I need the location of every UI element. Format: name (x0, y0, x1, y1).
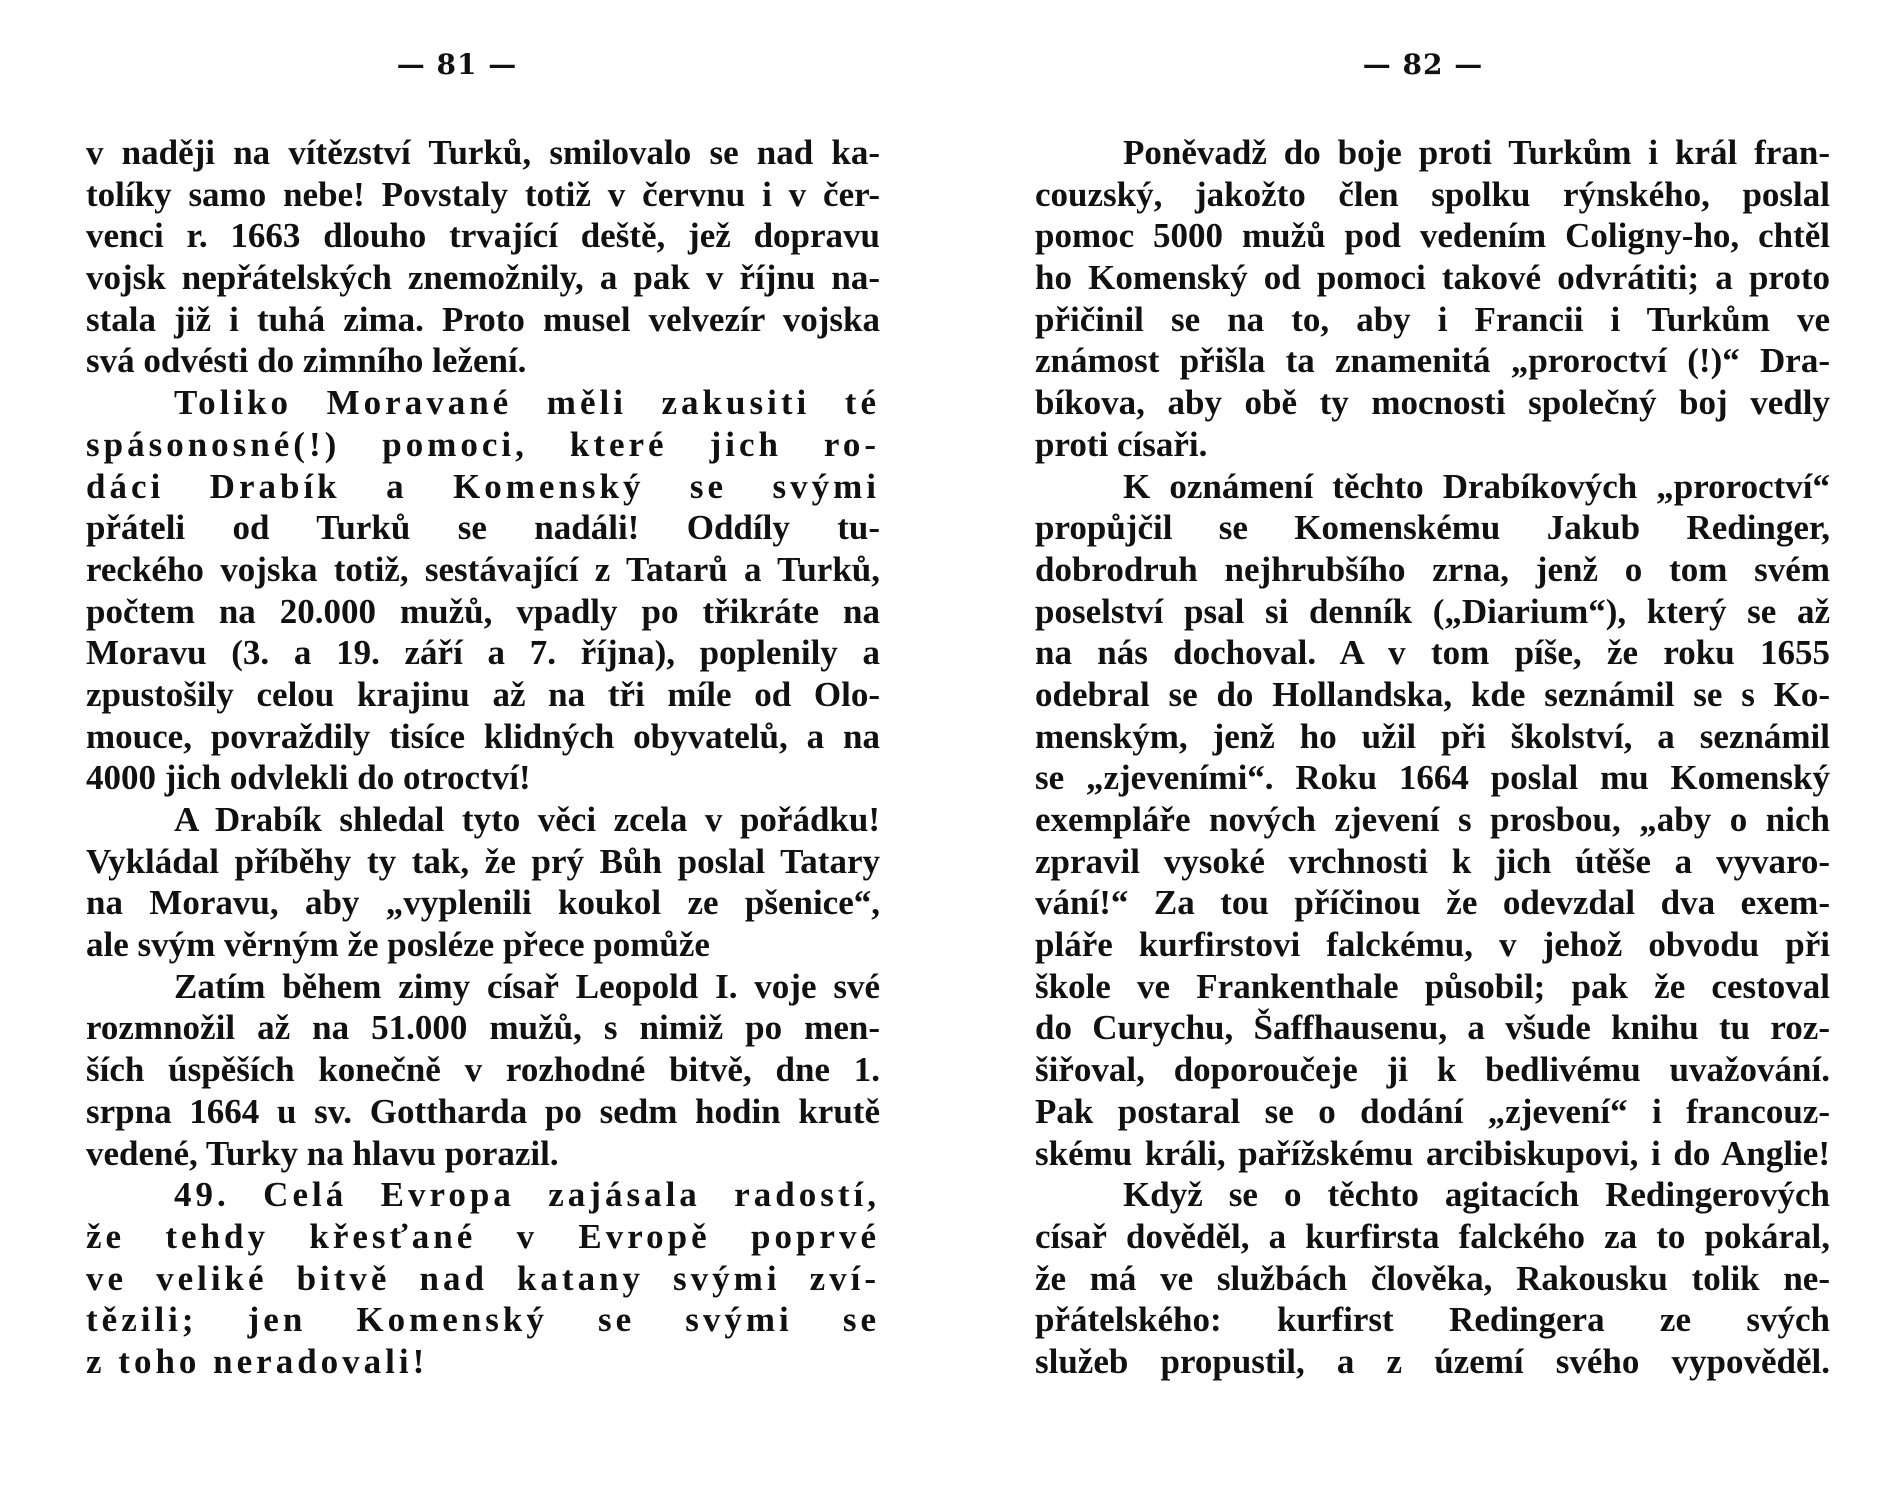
page-number: — 81 — (396, 48, 518, 81)
text-line: reckého vojska totiž, sestávající z Tatarů a Turků, (86, 549, 880, 589)
text-line: srpna 1664 u sv. Gottharda po sedm hodin krutě (86, 1091, 880, 1131)
text-line: 49. Celá Evropa zajásala radostí, (174, 1175, 880, 1215)
text-line: Poněvadž do boje proti Turkům i král fran- (1123, 133, 1830, 172)
text-line: tolíky samo nebe! Povstaly totiž v červnu i v čer- (86, 174, 880, 214)
text-line: dáci Drabík a Komenský se svými (86, 466, 880, 506)
text-line: v naději na vítězství Turků, smilovalo se nad ka- (86, 133, 880, 172)
text-line: spásonosné(!) pomoci, které jich ro- (86, 424, 880, 464)
text-line: šiřoval, doporoučeje ji k bedlivému uvažování. (1035, 1050, 1830, 1090)
text-line: Toliko Moravané měli zakusiti té (174, 383, 880, 423)
text-line: přáteli od Turků se nadáli! Oddíly tu- (86, 508, 880, 548)
text-line: že má ve službách člověka, Rakousku tolik ne- (1035, 1258, 1830, 1298)
text-line: menským, jenž ho užil při školství, a seznámil (1035, 716, 1830, 756)
text-line: stala již i tuhá zima. Proto musel velvezír vojska (86, 299, 880, 339)
text-line: přátelského: kurfirst Redingera ze svých (1035, 1300, 1830, 1340)
text-line: couzský, jakožto člen spolku rýnského, poslal (1035, 174, 1830, 214)
page-text (1035, 132, 1830, 1383)
text-line: ve veliké bitvě nad katany svými zví- (86, 1258, 880, 1298)
page-text (86, 132, 880, 1383)
text-line: počtem na 20.000 mužů, vpadly po třikráte na (86, 591, 880, 631)
text-line: venci r. 1663 dlouho trvající deště, jež dopravu (86, 216, 880, 256)
text-line: svá odvésti do zimního ležení. (86, 341, 527, 381)
text-line: pomoc 5000 mužů pod vedením Coligny-ho, chtěl (1035, 216, 1830, 256)
text-line: na Moravu, aby „vyplenili koukol ze pšenice“, (86, 883, 880, 923)
text-line: pláře kurfirstovi falckému, v jehož obvodu při (1035, 925, 1830, 965)
text-line: zpravil vysoké vrchnosti k jich útěše a vyvaro- (1035, 841, 1830, 881)
text-line: odebral se do Hollandska, kde seznámil se s Ko- (1035, 674, 1830, 714)
text-line: rozmnožil až na 51.000 mužů, s nimiž po men- (86, 1008, 880, 1048)
text-line: exempláře nových zjevení s prosbou, „aby o nich (1035, 800, 1830, 839)
text-line: ale svým věrným že posléze přece pomůže (86, 925, 710, 965)
text-line: přičinil se na to, aby i Francii i Turkům ve (1035, 299, 1830, 339)
text-line: vojsk nepřátelských znemožnily, a pak v říjnu na- (86, 258, 880, 298)
text-line: císař dověděl, a kurfirsta falckého za to pokáral, (1035, 1216, 1830, 1256)
text-line: se „zjeveními“. Roku 1664 poslal mu Komenský (1035, 758, 1830, 798)
text-line: vedené, Turky na hlavu porazil. (86, 1133, 559, 1173)
text-line: 4000 jich odvlekli do otroctví! (86, 758, 531, 798)
text-line: na nás dochoval. A v tom píše, že roku 1655 (1035, 633, 1830, 673)
text-line: A Drabík shledal tyto věci zcela v pořádku! (174, 800, 880, 839)
text-line: bíkova, aby obě ty mocnosti společný boj vedly (1035, 383, 1830, 423)
text-line: škole ve Frankenthale působil; pak že cestoval (1035, 966, 1830, 1006)
text-line: do Curychu, Šaffhausenu, a všude knihu tu roz- (1035, 1008, 1830, 1048)
text-line: známost přišla ta znamenitá „proroctví (!)“ Dra- (1035, 341, 1830, 381)
text-line: ho Komenský od pomoci takové odvrátiti; a proto (1035, 258, 1830, 298)
text-line: vání!“ Za tou příčinou že odevzdal dva exem- (1035, 883, 1830, 923)
text-line: propůjčil se Komenskému Jakub Redinger, (1035, 508, 1830, 548)
text-line: Pak postaral se o dodání „zjevení“ i francouz- (1035, 1091, 1830, 1131)
text-line: Když se o těchto agitacích Redingerových (1123, 1175, 1830, 1215)
text-line: poselství psal si denník („Diarium“), který se až (1035, 591, 1830, 631)
text-line: z toho neradovali! (86, 1341, 429, 1381)
text-line: mouce, povraždily tisíce klidných obyvatelů, a na (86, 716, 880, 756)
text-line: Zatím během zimy císař Leopold I. voje své (174, 966, 880, 1006)
text-line: dobrodruh nejhrubšího zrna, jenž o tom svém (1035, 549, 1830, 589)
text-line: K oznámení těchto Drabíkových „proroctví“ (1123, 466, 1830, 506)
text-line: Moravu (3. a 19. září a 7. října), poplenily a (86, 633, 880, 673)
text-line: skému králi, pařížskému arcibiskupovi, i do Anglie! (1035, 1133, 1830, 1173)
text-line: že tehdy křesťané v Evropě poprvé (86, 1216, 880, 1256)
right-page (950, 0, 1900, 1500)
text-line: ších úspěších konečně v rozhodné bitvě, dne 1. (86, 1050, 880, 1090)
text-line: Vykládal příběhy ty tak, že prý Bůh poslal Tatary (86, 841, 880, 881)
text-line: zpustošily celou krajinu až na tři míle od Olo- (86, 674, 880, 714)
page-number: — 82 — (1362, 48, 1484, 81)
text-line: služeb propustil, a z území svého vypověděl. (1035, 1341, 1830, 1381)
text-line: tězili; jen Komenský se svými se (86, 1300, 880, 1340)
text-line: proti císaři. (1035, 424, 1208, 464)
